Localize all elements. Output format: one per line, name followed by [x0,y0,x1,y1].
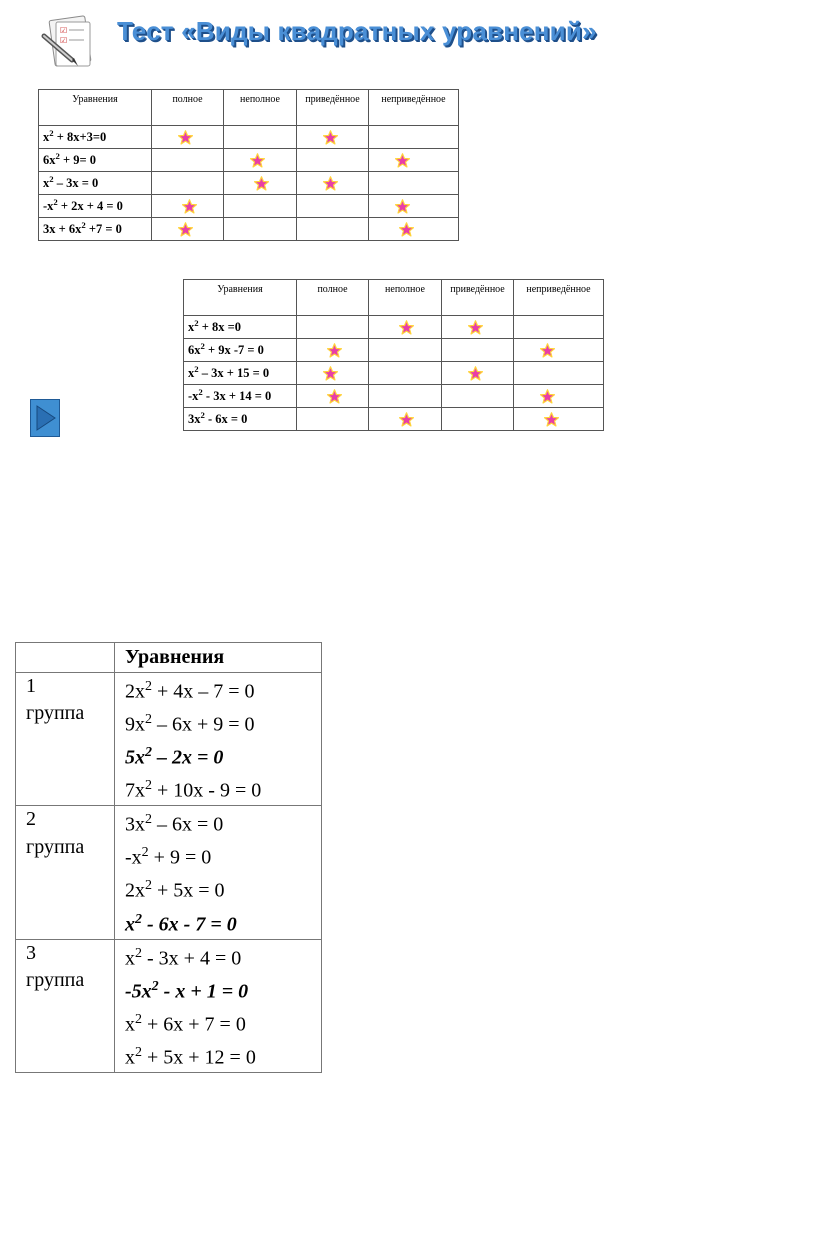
equation-base: 3x + 6x [43,222,82,237]
mark-cell[interactable] [514,385,604,408]
exponent: 2 [198,387,203,398]
mark-cell[interactable] [297,195,369,218]
mark-cell[interactable] [297,172,369,195]
equation-rest: - 3x + 14 = 0 [202,389,272,404]
mark-cell[interactable] [152,126,224,149]
equation-base: 6x [43,153,56,168]
mark-cell[interactable] [369,172,459,195]
exponent: 2 [49,128,54,139]
equation-rest: + 6x + 7 = 0 [142,1013,246,1036]
table-row [39,126,459,149]
column-header: приведённое [442,280,514,316]
table-row [39,195,459,218]
classification-table-1 [38,89,459,241]
equation-base: x [43,130,50,145]
mark-cell[interactable] [297,408,369,431]
star-icon [399,222,414,237]
equation-cell [184,339,297,362]
equation-rest: - 6x - 7 = 0 [142,913,237,936]
group-equation [125,1006,321,1039]
equation-base: -5x [125,980,152,1003]
checklist-pen-icon [38,14,100,72]
exponent: 2 [141,845,149,861]
mark-cell[interactable] [224,218,297,241]
column-header: Уравнения [39,90,152,126]
mark-cell[interactable] [514,362,604,385]
mark-cell[interactable] [514,316,604,339]
equation-base: 3x [188,412,201,427]
equation-rest: + 8x =0 [198,320,241,335]
star-icon [544,412,559,427]
table-row [184,385,604,408]
mark-cell[interactable] [369,149,459,172]
equation-rest: – 6x + 9 = 0 [152,713,255,736]
exponent: 2 [135,1012,142,1028]
column-header: неполное [369,280,442,316]
mark-cell[interactable] [152,172,224,195]
group-equation [125,872,321,905]
group-equation [125,839,321,872]
equation-rest: – 2x = 0 [152,746,224,769]
table-row [184,362,604,385]
equation-cell [184,385,297,408]
group-number: 3 [26,941,36,964]
equation-base: 6x [188,343,201,358]
equation-base: x [125,1046,135,1069]
mark-cell[interactable] [369,339,442,362]
mark-cell[interactable] [369,408,442,431]
star-icon [178,130,193,145]
star-icon [468,366,483,381]
mark-cell[interactable] [442,316,514,339]
classification-table-2 [183,279,604,431]
mark-cell[interactable] [297,149,369,172]
table-row [184,316,604,339]
svg-text:☑: ☑ [60,26,68,35]
exponent: 2 [55,151,60,162]
equation-rest: + 8x+3=0 [53,130,107,145]
mark-cell[interactable] [297,362,369,385]
groups-table [15,642,322,1073]
equation-cell [184,362,297,385]
equation-base: 3x [125,813,145,836]
equation-base: 2x [125,680,145,703]
mark-cell[interactable] [369,385,442,408]
next-slide-button[interactable] [30,399,60,437]
mark-cell[interactable] [297,316,369,339]
mark-cell[interactable] [369,126,459,149]
group-label: группа [26,835,85,858]
exponent: 2 [145,777,152,793]
equation-rest: – 6x = 0 [152,813,224,836]
equation-base: 5x [125,746,145,769]
exponent: 2 [135,945,142,961]
equation-rest: +7 = 0 [85,222,122,237]
star-icon [182,199,197,214]
mark-cell[interactable] [224,195,297,218]
exponent: 2 [53,197,58,208]
column-header: полное [297,280,369,316]
mark-cell[interactable] [514,339,604,362]
equation-base: x [43,176,50,191]
group-label-cell [16,939,115,1073]
equation-base: -x [188,389,199,404]
mark-cell[interactable] [514,408,604,431]
svg-text:☑: ☑ [60,36,68,45]
group-label: группа [26,702,85,724]
star-icon [468,320,483,335]
column-header: неприведённое [514,280,604,316]
exponent: 2 [151,978,159,994]
group-row [16,672,322,806]
mark-cell[interactable] [369,316,442,339]
mark-cell[interactable] [369,195,459,218]
exponent: 2 [145,711,152,727]
page-title: Тест «Виды квадратных уравнений» [117,16,597,46]
exponent: 2 [200,410,205,421]
mark-cell[interactable] [442,385,514,408]
equation-base: x [188,366,195,381]
star-icon [395,199,410,214]
group-row [16,939,322,1073]
table-row [184,408,604,431]
group-equation [125,806,321,839]
group-equations-cell [115,672,322,806]
star-icon [399,320,414,335]
group-label-cell [16,806,115,940]
equation-cell [39,172,152,195]
exponent: 2 [49,174,54,185]
group-label-cell [16,672,115,806]
group-number: 1 [26,674,36,697]
mark-cell[interactable] [442,408,514,431]
equation-base: 9x [125,713,145,736]
equation-base: 2x [125,880,145,903]
mark-cell[interactable] [442,339,514,362]
star-icon [323,130,338,145]
column-header: Уравнения [184,280,297,316]
exponent: 2 [145,878,152,894]
equation-base: x [125,1013,135,1036]
star-icon [323,366,338,381]
exponent: 2 [145,744,152,760]
exponent: 2 [200,341,205,352]
equations-header: Уравнения [115,643,322,673]
exponent: 2 [81,220,86,231]
equation-rest: - x + 1 = 0 [158,980,249,1003]
equation-rest: + 2x + 4 = 0 [57,199,123,214]
group-equation [125,772,321,805]
group-equation [125,706,321,739]
equation-cell [39,195,152,218]
equation-base: -x [125,846,142,869]
group-equation [125,940,321,973]
equation-cell [39,149,152,172]
column-header: неполное [224,90,297,126]
equation-base: x [188,320,195,335]
mark-cell[interactable] [297,218,369,241]
equation-rest: – 3x = 0 [53,176,99,191]
equation-rest: + 9= 0 [59,153,96,168]
star-icon [323,176,338,191]
equation-rest: + 5x + 12 = 0 [142,1046,256,1069]
table-row [39,172,459,195]
equation-rest: - 3x + 4 = 0 [142,947,242,970]
star-icon [395,153,410,168]
equation-cell [39,218,152,241]
mark-cell[interactable] [224,149,297,172]
equation-base: x [125,947,135,970]
mark-cell[interactable] [369,362,442,385]
mark-cell[interactable] [297,339,369,362]
mark-cell[interactable] [152,149,224,172]
group-label: группа [26,969,85,992]
equation-rest: – 3x + 15 = 0 [198,366,270,381]
group-equation [125,739,321,772]
exponent: 2 [135,1045,142,1061]
equation-cell [184,408,297,431]
group-number: 2 [26,808,36,831]
exponent: 2 [145,678,152,694]
equation-cell [184,316,297,339]
column-header: полное [152,90,224,126]
exponent: 2 [194,364,199,375]
group-equation [125,673,321,706]
group-equations-cell [115,806,322,940]
equation-rest: + 9 = 0 [148,846,212,869]
mark-cell[interactable] [152,218,224,241]
group-equations-cell [115,939,322,1073]
table-row [184,339,604,362]
exponent: 2 [145,812,152,828]
equation-rest: - 6x = 0 [204,412,248,427]
star-icon [178,222,193,237]
star-icon [327,343,342,358]
mark-cell[interactable] [442,362,514,385]
equation-base: -x [43,199,54,214]
group-equation [125,906,321,939]
mark-cell[interactable] [224,126,297,149]
group-equation [125,1039,321,1072]
star-icon [254,176,269,191]
mark-cell[interactable] [297,385,369,408]
equation-cell [39,126,152,149]
mark-cell[interactable] [297,126,369,149]
exponent: 2 [194,318,199,329]
mark-cell[interactable] [224,172,297,195]
equation-rest: + 4x – 7 = 0 [152,680,255,703]
empty-header-cell [16,643,115,673]
table-row [39,218,459,241]
equation-base: x [125,913,135,936]
exponent: 2 [135,911,142,927]
star-icon [399,412,414,427]
equation-rest: + 9x -7 = 0 [204,343,264,358]
equation-rest: + 5x = 0 [152,880,225,903]
mark-cell[interactable] [152,195,224,218]
star-icon [250,153,265,168]
group-row [16,806,322,940]
group-equation [125,973,321,1006]
equation-base: 7x [125,779,145,802]
star-icon [327,389,342,404]
column-header: приведённое [297,90,369,126]
star-icon [540,389,555,404]
mark-cell[interactable] [369,218,459,241]
column-header: неприведённое [369,90,459,126]
equation-rest: + 10x - 9 = 0 [152,779,262,802]
table-row [39,149,459,172]
star-icon [540,343,555,358]
